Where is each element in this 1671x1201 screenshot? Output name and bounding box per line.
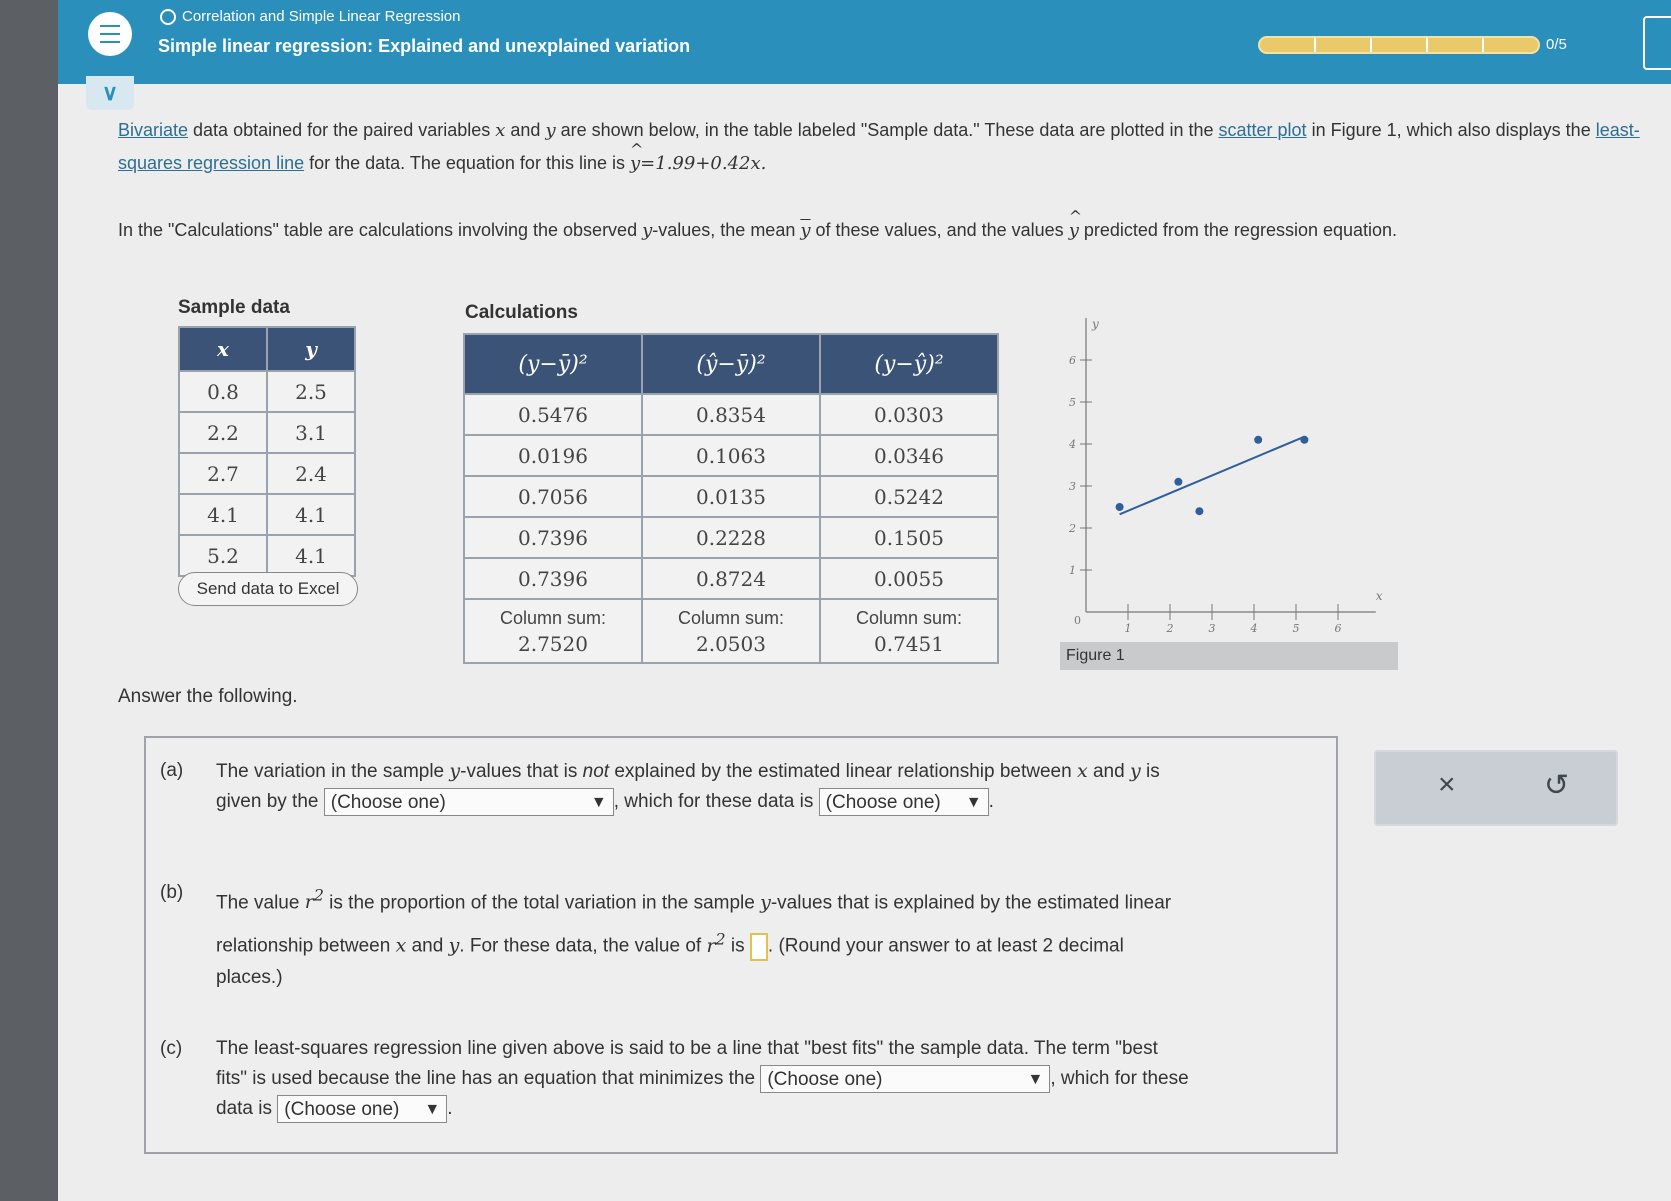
var-y: y	[545, 120, 556, 141]
var-x: x	[495, 120, 506, 141]
cell: 2.2	[179, 412, 267, 453]
text: The least-squares regression line given above is said to be a line that "best fits" the sample data. The term "best	[216, 1038, 1158, 1059]
var-x: x	[395, 934, 407, 957]
breadcrumb[interactable]	[160, 8, 460, 25]
answer-label: Answer the following.	[118, 686, 298, 707]
sum-value: 2.7520	[518, 632, 588, 656]
cell: 2.4	[267, 453, 355, 494]
cell: 2.5	[267, 371, 355, 412]
page-title: Simple linear regression: Explained and unexplained variation	[158, 36, 691, 56]
cell: 0.7396	[464, 558, 642, 599]
chevron-down-icon: ∨	[101, 80, 119, 105]
table-row	[464, 517, 998, 558]
question-text	[216, 878, 1171, 991]
cell: 0.5242	[820, 476, 998, 517]
question-label: (b)	[160, 882, 184, 903]
table-row	[464, 394, 998, 435]
dropdown-arrow-icon: ▼	[590, 793, 607, 811]
cell: 0.8	[179, 371, 267, 412]
var-y: y	[448, 934, 460, 957]
y-bar: $\overline{y}$	[800, 220, 811, 241]
side-panel-button[interactable]	[1643, 16, 1671, 70]
x-tick-label: 3	[1208, 622, 1216, 635]
y-hat: ^ y	[1069, 215, 1079, 247]
text: , which for these data is	[613, 791, 819, 812]
intro-paragraph-2	[118, 214, 1658, 247]
select-value: (Choose one)	[330, 791, 446, 813]
column-sum-row	[464, 599, 998, 663]
r-squared: $r^2$	[304, 886, 324, 914]
text: The value	[216, 892, 305, 914]
cell: 0.8354	[642, 394, 820, 435]
cell: 0.1505	[820, 517, 998, 558]
select-value: (Choose one)	[284, 1098, 400, 1120]
data-point	[1174, 478, 1182, 486]
var-y: y	[760, 891, 771, 914]
x-tick-label: 5	[1292, 622, 1300, 635]
table-row	[464, 435, 998, 476]
text: not	[582, 761, 610, 782]
regression-line-link[interactable]: least-squares regression line	[118, 120, 1640, 173]
select-value: (Choose one)	[825, 791, 941, 813]
text: places.)	[216, 966, 283, 988]
y-tick-label: 5	[1069, 396, 1076, 409]
y-tick-label: 3	[1069, 480, 1076, 493]
question-box	[144, 736, 1338, 1154]
progress-bar	[1258, 36, 1540, 54]
text: fits" is used because the line has an equation that minimizes the	[216, 1068, 761, 1089]
column-header-total: (y−ȳ)²	[464, 334, 642, 394]
cell: 0.0055	[820, 558, 998, 599]
text: In the "Calculations" table are calculations involving the observed	[118, 220, 643, 240]
table-row	[179, 453, 355, 494]
text: .	[988, 791, 994, 812]
top-bar	[58, 0, 1671, 84]
r-squared-input[interactable]	[750, 933, 768, 961]
column-header-y: y	[267, 327, 355, 371]
var-y: y	[1129, 760, 1141, 782]
sum-label: Column sum:	[855, 608, 963, 628]
cell: 0.0303	[820, 394, 998, 435]
cell: 2.7	[179, 453, 267, 494]
table-row	[179, 494, 355, 535]
origin-label: 0	[1074, 614, 1081, 627]
equation: =1.99+0.42x.	[640, 153, 767, 174]
progress-text: 0/5	[1546, 36, 1567, 53]
y-tick-label: 2	[1069, 522, 1076, 535]
table-row	[179, 371, 355, 412]
scatter-plot	[1058, 300, 1388, 650]
x-tick-label: 6	[1334, 622, 1342, 635]
question-label: (c)	[160, 1038, 183, 1059]
text: is	[725, 935, 750, 957]
cell: 4.1	[267, 535, 355, 576]
var-y: y	[642, 220, 653, 241]
circle-icon	[160, 9, 176, 25]
select-value: (Choose one)	[767, 1068, 883, 1090]
text: of these values, and the values	[810, 220, 1069, 240]
question-text	[216, 1034, 1189, 1124]
table-row	[179, 412, 355, 453]
text: , which for these	[1050, 1068, 1189, 1089]
cell: 0.7056	[464, 476, 642, 517]
table-row	[179, 535, 355, 576]
action-panel	[1374, 750, 1618, 826]
cell: 0.0196	[464, 435, 642, 476]
regression-line	[1120, 437, 1305, 515]
text: . For these data, the value of	[459, 935, 707, 957]
sample-data-table	[178, 326, 356, 577]
text: predicted from the regression equation.	[1078, 220, 1398, 240]
y-tick-label: 1	[1069, 564, 1076, 577]
text: in Figure 1, which also displays the	[1306, 120, 1596, 140]
text: given by the	[216, 791, 324, 812]
y-tick-label: 6	[1069, 354, 1076, 367]
text: are shown below, in the table labeled "Sample data." These data are plotted in the	[555, 120, 1219, 140]
text: and	[505, 120, 546, 140]
sum-label: Column sum:	[677, 608, 785, 628]
data-point	[1254, 436, 1262, 444]
hamburger-icon	[100, 22, 120, 46]
minimized-value-select[interactable]	[277, 1095, 447, 1123]
column-header-x: x	[179, 327, 267, 371]
sum-value: 0.7451	[874, 632, 944, 656]
bivariate-link[interactable]: Bivariate	[118, 120, 189, 140]
cell: 0.1063	[642, 435, 820, 476]
text: data is	[216, 1098, 278, 1119]
x-tick-label: 2	[1166, 622, 1174, 635]
sum-cell	[820, 599, 998, 663]
variation-value-select[interactable]	[819, 788, 989, 816]
sum-cell	[642, 599, 820, 663]
sample-data-label: Sample data	[178, 297, 290, 318]
sum-value: 2.0503	[696, 632, 766, 656]
cell: 0.8724	[642, 558, 820, 599]
cell: 0.0346	[820, 435, 998, 476]
var-y: y	[449, 760, 461, 782]
cell: 0.2228	[642, 517, 820, 558]
intro-paragraph-1	[118, 114, 1658, 180]
sum-cell	[464, 599, 642, 663]
text: relationship between	[216, 935, 396, 957]
column-header-unexplained: (y−ŷ)²	[820, 334, 998, 394]
question-label: (a)	[160, 760, 184, 781]
cell: 4.1	[179, 494, 267, 535]
question-text	[216, 756, 1160, 817]
column-header-explained: (ŷ−ȳ)²	[642, 334, 820, 394]
dropdown-arrow-icon: ▼	[424, 1100, 441, 1118]
y-hat: ^ y	[630, 148, 640, 180]
text: -values, the mean	[652, 220, 801, 240]
calculations-table	[463, 333, 999, 664]
text: for the data. The equation for this line is	[304, 153, 630, 173]
undo-icon[interactable]: ↺	[1544, 769, 1570, 802]
y-axis-label: y	[1092, 317, 1099, 331]
text: . (Round your answer to at least 2 decimal	[767, 935, 1124, 957]
x-tick-label: 1	[1124, 622, 1132, 635]
text: is	[1140, 761, 1160, 782]
send-to-excel-button[interactable]: Send data to Excel	[178, 572, 358, 606]
text: and	[1087, 761, 1130, 782]
cell: 4.1	[267, 494, 355, 535]
text: and	[406, 935, 449, 957]
y-tick-label: 4	[1069, 438, 1076, 451]
r-squared: $r^2$	[706, 929, 726, 957]
minimizes-select[interactable]	[760, 1065, 1050, 1093]
text: explained by the estimated linear relationship between	[609, 761, 1077, 782]
data-point	[1116, 503, 1124, 511]
x-tick-label: 4	[1250, 622, 1258, 635]
clear-icon[interactable]: ×	[1438, 768, 1456, 801]
cell: 0.7396	[464, 517, 642, 558]
dropdown-arrow-icon: ▼	[965, 793, 982, 811]
page	[58, 0, 1671, 1201]
figure-caption: Figure 1	[1060, 642, 1398, 670]
breadcrumb-label: Correlation and Simple Linear Regression	[182, 8, 461, 25]
text: The variation in the sample	[216, 761, 450, 782]
text: data obtained for the paired variables	[188, 120, 496, 140]
calculations-label: Calculations	[465, 302, 578, 323]
data-point	[1300, 436, 1308, 444]
table-row	[464, 476, 998, 517]
text: is the proportion of the total variation in the sample	[323, 892, 761, 914]
menu-button[interactable]	[88, 12, 132, 56]
cell: 3.1	[267, 412, 355, 453]
collapse-button[interactable]	[86, 76, 134, 110]
text: .	[447, 1098, 453, 1119]
dropdown-arrow-icon: ▼	[1027, 1070, 1044, 1088]
cell: 5.2	[179, 535, 267, 576]
text: -values that is explained by the estimated linear	[770, 892, 1172, 914]
data-point	[1195, 507, 1203, 515]
text: -values that is	[460, 761, 583, 782]
x-axis-label: x	[1375, 589, 1383, 603]
unexplained-variation-select[interactable]	[324, 788, 614, 816]
scatter-plot-link[interactable]: scatter plot	[1218, 120, 1307, 140]
cell: 0.0135	[642, 476, 820, 517]
cell: 0.5476	[464, 394, 642, 435]
table-row	[464, 558, 998, 599]
sum-label: Column sum:	[499, 608, 607, 628]
var-x: x	[1076, 760, 1088, 782]
